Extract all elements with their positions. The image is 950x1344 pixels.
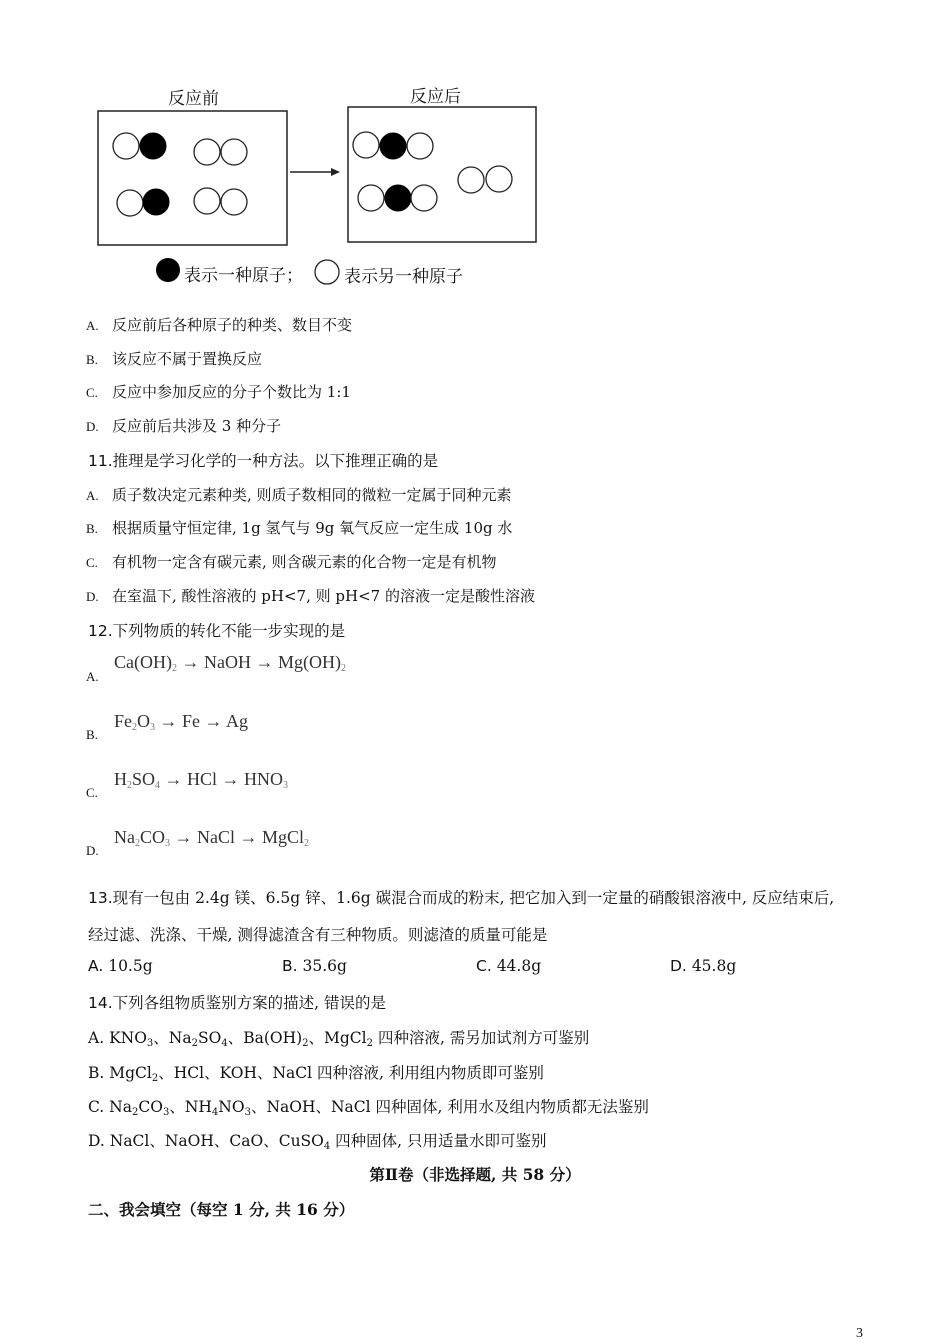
white-atom [221,139,247,165]
q12-option-a-formula: $Ca(OH)_2$ → NaOH → $Mg(OH)_2$ [114,652,346,674]
q10-option-b: B. 该反应不属于置换反应 [86,350,263,368]
q13-option-d: D. 45.8g [670,957,737,975]
white-atom [358,185,384,211]
arrow-head [331,168,340,176]
q12-stem: 12.下列物质的转化不能一步实现的是 [88,622,346,640]
white-atom [353,132,379,158]
before-box [98,111,287,245]
part-title: 二、我会填空（每空 1 分, 共 16 分） [88,1200,355,1219]
q11-option-a: A. 质子数决定元素种类, 则质子数相同的微粒一定属于同种元素 [86,486,512,504]
after-label: 反应后 [410,87,461,107]
q10-option-c: C. 反应中参加反应的分子个数比为 1:1 [86,383,351,401]
q10-option-a: A. 反应前后各种原子的种类、数目不变 [86,316,353,334]
q10-option-d: D. 反应前后共涉及 3 种分子 [86,417,282,435]
white-atom [221,189,247,215]
q13-stem-line2: 经过滤、洗涤、干燥, 测得滤渣含有三种物质。则滤渣的质量可能是 [88,926,548,944]
white-atom [486,166,512,192]
q12-option-d-letter: D. [86,843,99,858]
q12-option-c-letter: C. [86,785,98,800]
black-atom [140,133,166,159]
before-label: 反应前 [168,89,219,109]
q11-option-b: B. 根据质量守恒定律, 1g 氢气与 9g 氧气反应一定生成 10g 水 [86,519,513,537]
white-atom [117,190,143,216]
black-atom [380,133,406,159]
q14-option-c: C. $Na_2CO_3$、$NH_4NO_3$、NaOH、NaCl 四种固体, 利用水及组内物质都无法鉴别 [88,1098,649,1118]
q13-option-a: A. 10.5g [88,957,153,975]
legend-black-atom [156,258,180,282]
q12-option-a-letter: A. [86,669,99,684]
q12-option-b-formula: $Fe_2O_3 \to Fe \to Ag$ [114,711,249,733]
q14-option-a: A. $KNO_3$、$Na_2SO_4$、$Ba(OH)_2$、MgCl$_2$ 四种溶液, 需另加试剂方可鉴别 [88,1029,590,1049]
q13-option-c: C. 44.8g [476,957,542,975]
white-atom [407,133,433,159]
q12-option-c-formula: $H_2SO_4$ → HCl → $HNO_3$ [114,769,289,791]
legend-black-text: 表示一种原子； [184,266,303,286]
volume-title: 第Ⅱ卷（非选择题, 共 58 分） [369,1165,581,1184]
q14-stem: 14.下列各组物质鉴别方案的描述, 错误的是 [88,994,387,1012]
q14-option-b: B. MgCl$_2$、HCl、KOH、NaCl 四种溶液, 利用组内物质即可鉴别 [88,1064,544,1084]
white-atom [411,185,437,211]
q13-option-b: B. 35.6g [282,957,347,975]
legend-white-atom [315,260,339,284]
black-atom [385,185,411,211]
legend-white-text: 表示另一种原子 [344,267,463,287]
black-atom [143,189,169,215]
white-atom [194,188,220,214]
page-number: 3 [856,1326,863,1341]
white-atom [194,139,220,165]
q14-option-d: D. NaCl、NaOH、CaO、CuSO$_4$ 四种固体, 只用适量水即可鉴别 [88,1132,547,1152]
q12-option-b-letter: B. [86,727,98,742]
reaction-diagram [90,100,550,290]
q11-option-c: C. 有机物一定含有碳元素, 则含碳元素的化合物一定是有机物 [86,553,497,571]
white-atom [458,167,484,193]
white-atom [113,133,139,159]
q11-stem: 11.推理是学习化学的一种方法。以下推理正确的是 [88,452,439,470]
q12-option-d-formula: $Na_2CO_3$ → NaCl → MgCl$_2$ [114,827,310,849]
q13-stem-line1: 13.现有一包由 2.4g 镁、6.5g 锌、1.6g 碳混合而成的粉末, 把它加入到一定量的硝酸银溶液中, 反应结束后, [88,889,835,907]
q11-option-d: D. 在室温下, 酸性溶液的 pH<7, 则 pH<7 的溶液一定是酸性溶液 [86,587,535,605]
